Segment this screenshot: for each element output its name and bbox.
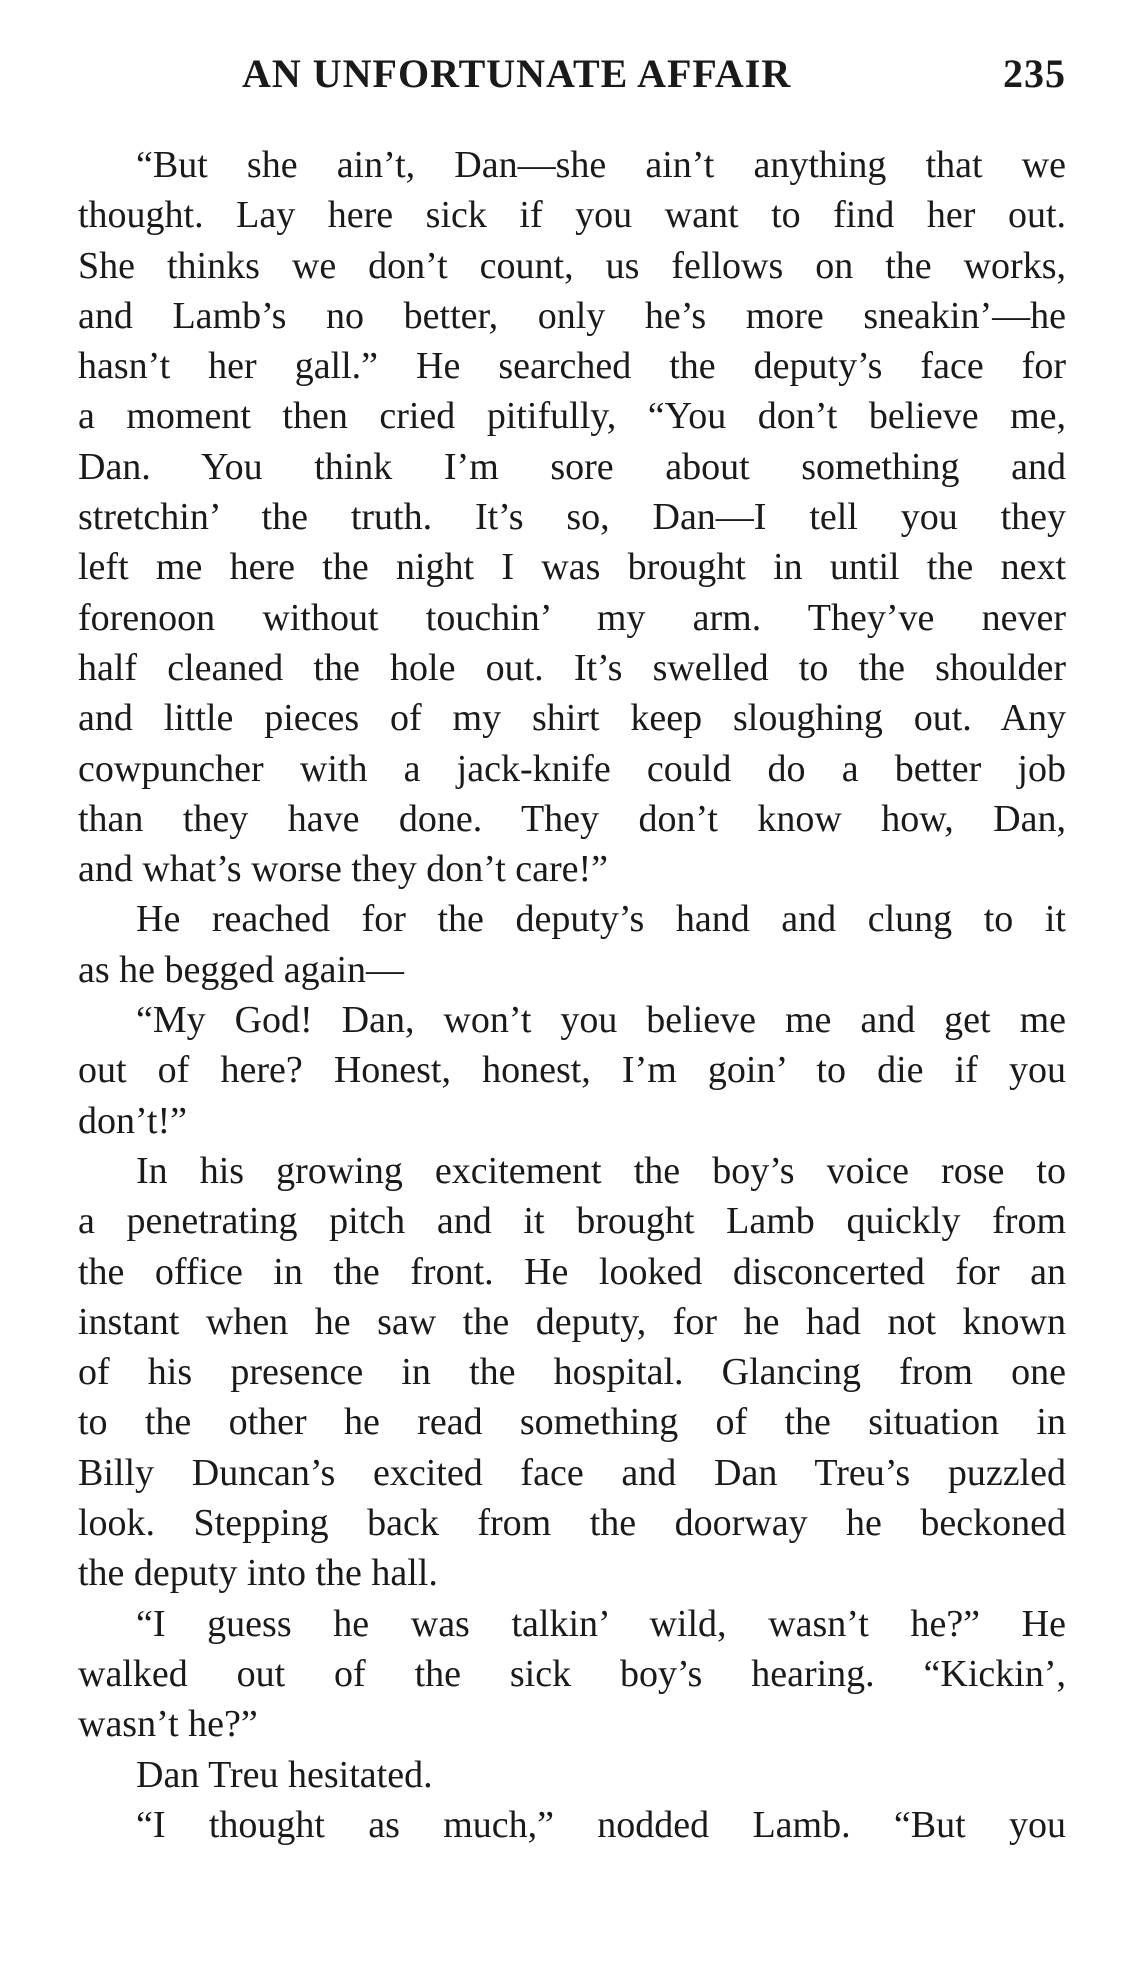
text-line: He reached for the deputy’s hand and clung to it (136, 898, 1066, 941)
text-line: walked out of the sick boy’s hearing. “Kickin’, (78, 1652, 1066, 1695)
text-line: and Lamb’s no better, only he’s more sneakin’—he (78, 294, 1066, 337)
text-line: out of here? Honest, honest, I’m goin’ to die if you (78, 1049, 1066, 1092)
chapter-title: AN UNFORTUNATE AFFAIR (242, 51, 792, 96)
text-line: of his presence in the hospital. Glancing from one (78, 1351, 1066, 1394)
text-line: look. Stepping back from the doorway he beckoned (78, 1502, 1066, 1545)
text-line: Billy Duncan’s excited face and Dan Treu’s puzzled (78, 1451, 1066, 1494)
text-line: than they have done. They don’t know how, Dan, (78, 797, 1066, 840)
text-line: and what’s worse they don’t care!” (78, 848, 609, 891)
text-line: “I guess he was talkin’ wild, wasn’t he?” He (136, 1602, 1066, 1645)
text-line: “I thought as much,” nodded Lamb. “But you (136, 1803, 1066, 1846)
body-text (78, 140, 1066, 1850)
text-line: instant when he saw the deputy, for he had not known (78, 1300, 1066, 1343)
text-line: and little pieces of my shirt keep sloughing out. Any (78, 697, 1066, 740)
text-line: left me here the night I was brought in until the next (78, 546, 1066, 589)
page-number: 235 (1003, 51, 1066, 96)
text-line: the deputy into the hall. (78, 1552, 438, 1595)
text-line: half cleaned the hole out. It’s swelled to the shoulder (78, 646, 1066, 689)
text-line: “My God! Dan, won’t you believe me and get me (136, 999, 1066, 1042)
text-line: the office in the front. He looked disconcerted for an (78, 1250, 1066, 1293)
text-line: cowpuncher with a jack-knife could do a better job (78, 747, 1066, 790)
text-line: hasn’t her gall.” He searched the deputy’s face for (78, 345, 1066, 388)
text-line: In his growing excitement the boy’s voice rose to (136, 1149, 1066, 1192)
text-line: thought. Lay here sick if you want to find her out. (78, 194, 1066, 237)
text-line: She thinks we don’t count, us fellows on the works, (78, 244, 1066, 287)
text-line: Dan Treu hesitated. (136, 1753, 433, 1796)
text-line: forenoon without touchin’ my arm. They’ve never (78, 596, 1066, 639)
text-line: don’t!” (78, 1099, 188, 1142)
text-line: as he begged again— (78, 948, 405, 991)
text-line: wasn’t he?” (78, 1703, 258, 1746)
text-line: stretchin’ the truth. It’s so, Dan—I tell you they (78, 496, 1066, 539)
running-head (78, 50, 1066, 100)
text-line: “But she ain’t, Dan—she ain’t anything that we (136, 144, 1066, 186)
text-line: to the other he read something of the situation in (78, 1401, 1066, 1444)
text-line: a moment then cried pitifully, “You don’t believe me, (78, 395, 1066, 438)
text-line: a penetrating pitch and it brought Lamb quickly from (78, 1200, 1066, 1243)
text-line: Dan. You think I’m sore about something and (78, 445, 1066, 488)
